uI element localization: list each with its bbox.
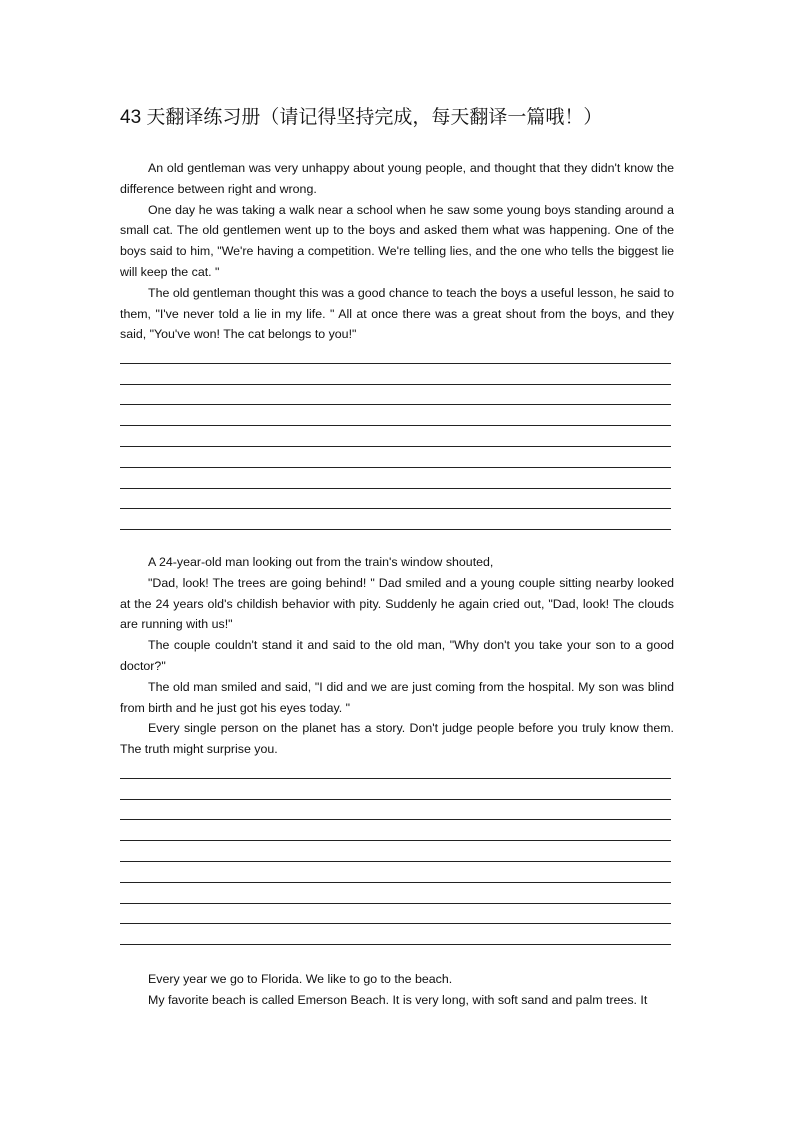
writing-line[interactable] — [120, 509, 671, 530]
writing-line[interactable] — [120, 883, 671, 904]
passage-paragraph: An old gentleman was very unhappy about young people, and thought that they didn't know the difference between right and wrong. — [120, 161, 674, 196]
translation-lines-1 — [120, 343, 671, 530]
writing-line[interactable] — [120, 758, 671, 779]
writing-line[interactable] — [120, 862, 671, 883]
passage-paragraph: Every year we go to Florida. We like to go to the beach. — [148, 972, 453, 986]
writing-line[interactable] — [120, 343, 671, 364]
page-title: 43 天翻译练习册（请记得坚持完成，每天翻译一篇哦！） — [120, 107, 603, 128]
writing-line[interactable] — [120, 904, 671, 925]
passage-paragraph: "Dad, look! The trees are going behind! " Dad smiled and a young couple sitting nearby looked at the 24 years old's childish behavior with pity. Suddenly he again cried out, "Dad, look! The clouds are running with us!" — [120, 575, 674, 632]
writing-line[interactable] — [120, 468, 671, 489]
passage-paragraph: A 24-year-old man looking out from the train's window shouted, — [148, 555, 494, 569]
writing-line[interactable] — [120, 800, 671, 821]
writing-line[interactable] — [120, 841, 671, 862]
passage-3 — [120, 969, 674, 1011]
writing-line[interactable] — [120, 405, 671, 426]
passage-paragraph: My favorite beach is called Emerson Beach. It is very long, with soft sand and palm trees. It — [148, 992, 648, 1007]
passage-paragraph: The couple couldn't stand it and said to the old man, "Why don't you take your son to a good doctor?" — [120, 638, 674, 673]
writing-line[interactable] — [120, 385, 671, 406]
passage-paragraph: The old gentleman thought this was a good chance to teach the boys a useful lesson, he said to them, "I've never told a lie in my life. " All at once there was a great shout from the boys, and they said, "You've won! The cat belongs to you!" — [120, 285, 674, 342]
passage-paragraph: One day he was taking a walk near a school when he saw some young boys standing around a small cat. The old gentlemen went up to the boys and asked them what was happening. One of the boys said to him, "We're having a competition. We're telling lies, and the one who tells the biggest lie will keep the cat. " — [120, 202, 674, 279]
writing-line[interactable] — [120, 779, 671, 800]
passage-1 — [120, 158, 674, 345]
writing-line[interactable] — [120, 820, 671, 841]
translation-lines-2 — [120, 758, 671, 945]
writing-line[interactable] — [120, 447, 671, 468]
writing-line[interactable] — [120, 364, 671, 385]
passage-paragraph: Every single person on the planet has a story. Don't judge people before you truly know them. The truth might surprise you. — [120, 721, 674, 757]
writing-line[interactable] — [120, 924, 671, 945]
writing-line[interactable] — [120, 489, 671, 510]
passage-paragraph: The old man smiled and said, "I did and we are just coming from the hospital. My son was blind from birth and he just got his eyes today. " — [120, 679, 674, 715]
writing-line[interactable] — [120, 426, 671, 447]
passage-2 — [120, 552, 674, 760]
